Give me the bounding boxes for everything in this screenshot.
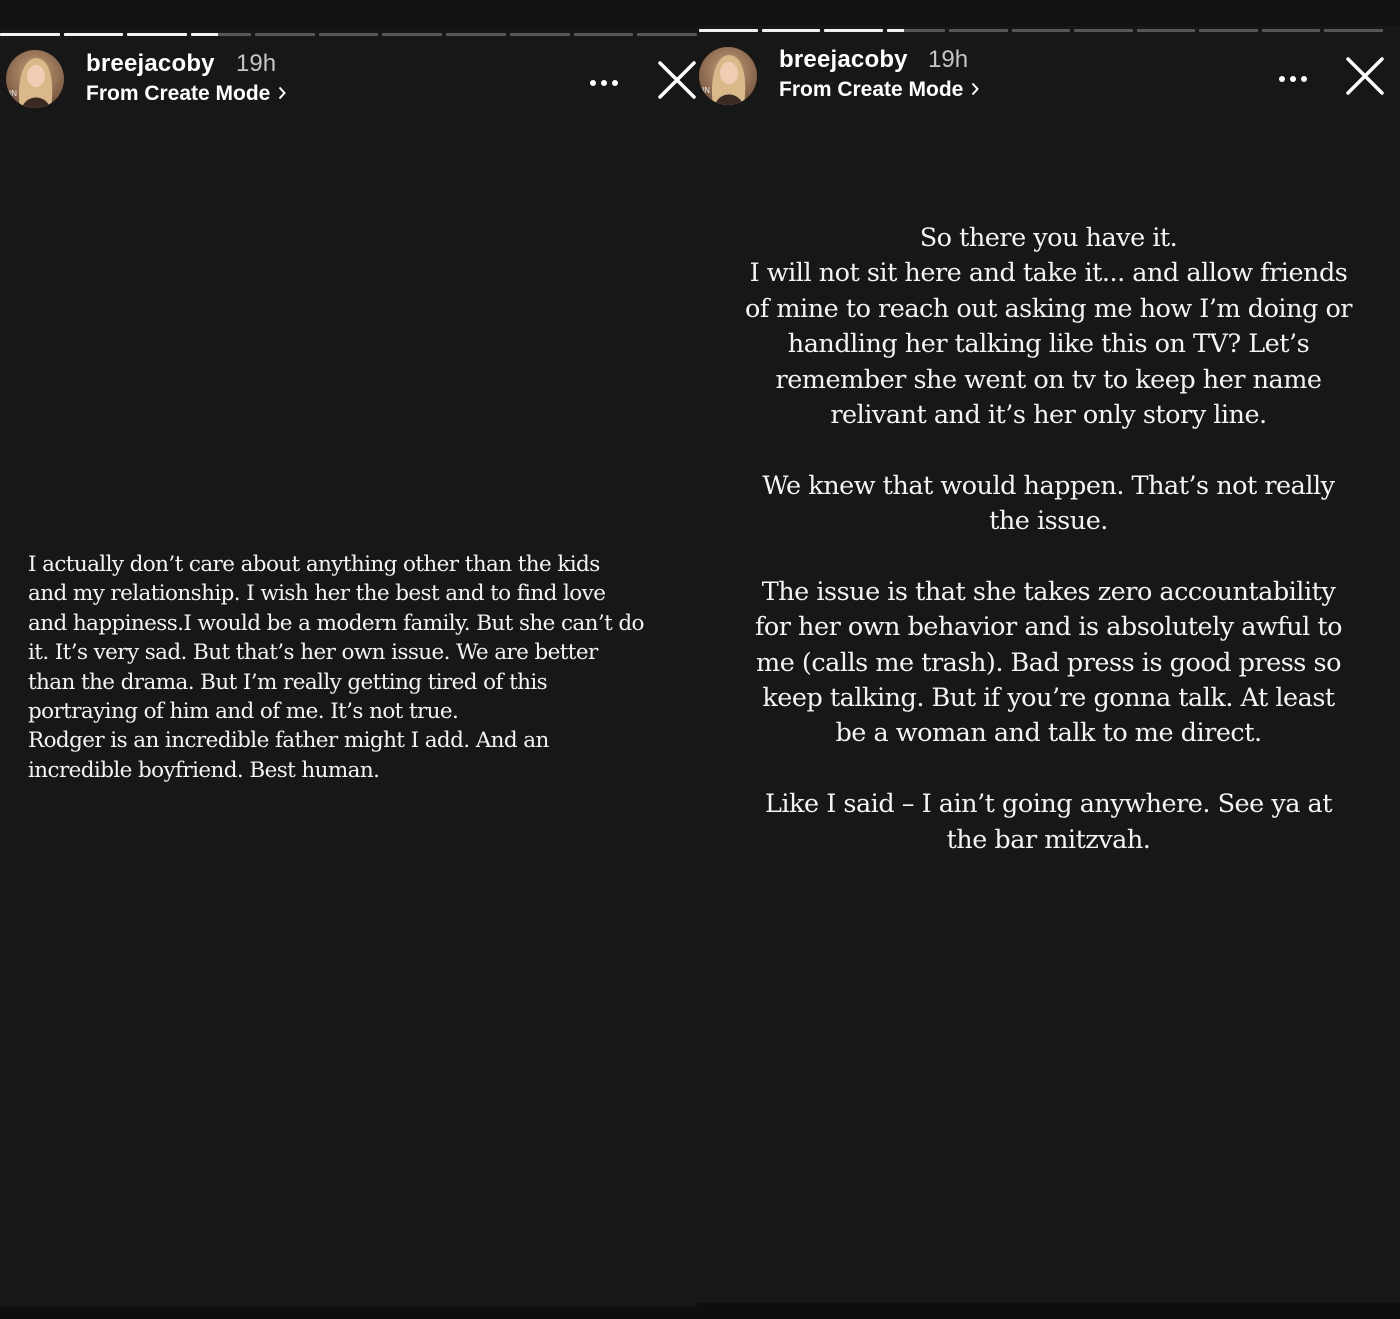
story-text-blank-line: [707, 540, 1390, 575]
chevron-right-icon: [971, 78, 979, 102]
svg-text:IN: IN: [702, 86, 710, 95]
profile-avatar[interactable]: [699, 47, 757, 105]
avatar-image: [6, 50, 64, 108]
story-progress-segment: [637, 33, 697, 36]
story-progress-segment: [949, 29, 1008, 32]
story-progress-segment: [0, 33, 60, 36]
top-bar-background: [0, 0, 697, 28]
story-progress-segment: [1012, 29, 1071, 32]
story-text-line: keep talking. But if you’re gonna talk. At least: [762, 683, 1335, 714]
story-text-line: it. It’s very sad. But that’s her own issue. We are better: [28, 640, 598, 666]
create-mode-link[interactable]: [779, 78, 979, 102]
story-progress-fill: [824, 29, 883, 32]
story-text-line: than the drama. But I’m really getting tired of this: [28, 669, 548, 695]
story-text-line: The issue is that she takes zero accountability: [761, 576, 1336, 607]
story-panel-left[interactable]: [0, 0, 697, 1319]
story-progress-segment: [64, 33, 124, 36]
story-progress-segment: [1199, 29, 1258, 32]
story-text-line: remember she went on tv to keep her name: [775, 364, 1322, 395]
story-progress-segment: [127, 33, 187, 36]
story-text-line: Rodger is an incredible father might I add. And an: [28, 728, 549, 754]
story-progress-fill: [191, 33, 218, 36]
create-mode-link[interactable]: [86, 82, 286, 106]
more-horizontal-icon[interactable]: [1277, 71, 1309, 81]
story-progress-segment: [574, 33, 634, 36]
story-progress-segment: [191, 33, 251, 36]
story-text-line: So there you have it.: [919, 223, 1178, 253]
story-text-line: incredible boyfriend. Best human.: [28, 757, 380, 783]
story-progress-segment: [1324, 29, 1383, 32]
story-text: [28, 550, 678, 785]
story-progress-fill: [699, 29, 758, 32]
story-text-line: and my relationship. I wish her the best and to find love: [28, 581, 606, 607]
story-text-line: for her own behavior and is absolutely awful to: [754, 612, 1343, 643]
story-text-blank-line: [707, 752, 1390, 787]
story-panel-right[interactable]: [697, 0, 1400, 1319]
story-text: [707, 221, 1390, 858]
top-bar-background: [697, 0, 1400, 26]
story-progress-bar: [0, 33, 697, 36]
svg-text:IN: IN: [9, 89, 17, 98]
story-progress-segment: [699, 29, 758, 32]
chevron-right-icon: [278, 82, 286, 106]
create-mode-label: From Create Mode: [86, 82, 271, 105]
story-progress-fill: [887, 29, 905, 32]
bottom-bar-background: [0, 1307, 697, 1319]
story-text-line: portraying of him and of me. It’s not true.: [28, 699, 459, 725]
story-progress-segment: [824, 29, 883, 32]
story-progress-segment: [255, 33, 315, 36]
story-progress-segment: [319, 33, 379, 36]
story-text-line: be a woman and talk to me direct.: [835, 718, 1262, 749]
create-mode-label: From Create Mode: [779, 78, 964, 101]
post-time: 19h: [236, 50, 277, 77]
bottom-bar-background: [697, 1303, 1400, 1319]
story-progress-segment: [1137, 29, 1196, 32]
story-progress-segment: [1074, 29, 1133, 32]
story-progress-segment: [762, 29, 821, 32]
story-text-line: me (calls me trash). Bad press is good press so: [756, 647, 1341, 678]
username[interactable]: breejacoby: [779, 46, 908, 73]
story-progress-segment: [446, 33, 506, 36]
story-text-line: handling her talking like this on TV? Let’s: [787, 329, 1310, 360]
avatar-image: [699, 47, 757, 105]
story-progress-segment: [382, 33, 442, 36]
story-progress-segment: [510, 33, 570, 36]
close-icon[interactable]: [1345, 56, 1385, 96]
story-progress-fill: [64, 33, 124, 36]
story-text-line: Like I said – I ain’t going anywhere. See ya at: [764, 789, 1333, 820]
story-progress-segment: [1262, 29, 1321, 32]
username[interactable]: breejacoby: [86, 50, 215, 77]
story-progress-bar: [699, 29, 1383, 32]
story-text-line: We knew that would happen. That’s not really: [762, 470, 1335, 501]
close-icon[interactable]: [657, 60, 697, 100]
story-text-line: the issue.: [989, 506, 1108, 537]
story-progress-fill: [127, 33, 187, 36]
profile-avatar[interactable]: [6, 50, 64, 108]
story-progress-segment: [887, 29, 946, 32]
story-text-line: relivant and it’s her only story line.: [830, 399, 1267, 430]
more-horizontal-icon[interactable]: [588, 75, 620, 85]
story-progress-fill: [0, 33, 60, 36]
story-text-line: of mine to reach out asking me how I’m doing or: [744, 293, 1352, 324]
post-time: 19h: [928, 46, 969, 73]
story-progress-fill: [762, 29, 821, 32]
story-text-line: I actually don’t care about anything other than the kids: [28, 552, 600, 577]
story-text-line: the bar mitzvah.: [946, 824, 1151, 855]
story-text-line: and happiness.I would be a modern family. But she can’t do: [28, 610, 644, 636]
story-text-blank-line: [707, 433, 1390, 468]
story-text-line: I will not sit here and take it... and allow friends: [749, 258, 1348, 289]
